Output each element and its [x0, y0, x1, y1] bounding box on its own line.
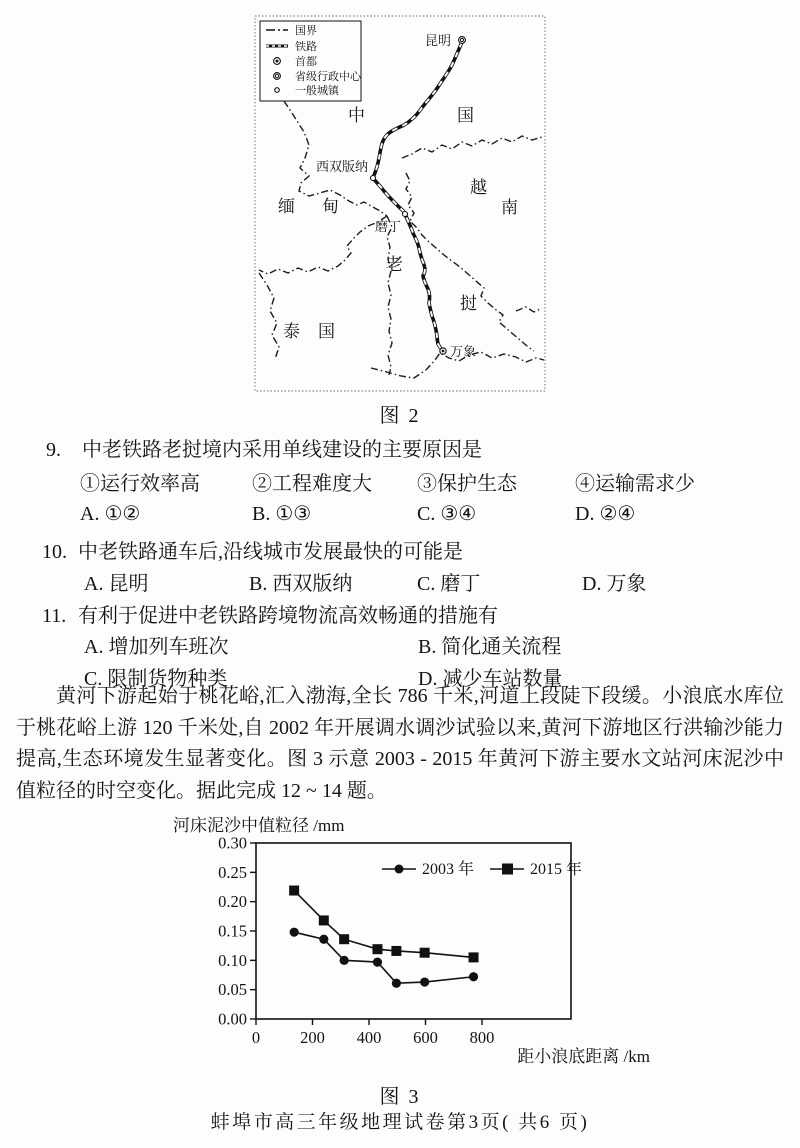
svg-text:800: 800: [469, 1028, 495, 1047]
question-10-options: [84, 567, 784, 593]
chart-legend: [382, 859, 582, 878]
map-label-kunming: 昆明: [424, 33, 452, 48]
map-label-myanmar-2: 甸: [322, 197, 340, 216]
national-boundaries: [259, 101, 544, 378]
map-label-laos-2: 挝: [460, 294, 478, 313]
map-label-china-2: 国: [457, 106, 475, 125]
option-b: B. 简化通关流程: [418, 636, 562, 658]
legend-label-2003: 2003 年: [422, 861, 475, 878]
option-a: A. 增加列车班次: [84, 636, 229, 658]
option-c: C. 磨丁: [417, 573, 481, 595]
option-d: D. 万象: [582, 573, 647, 595]
yellow-river-passage: 黄河下游起始于桃花峪,汇入渤海,全长 786 千米,河道上段陡下段缓。小浪底水库位于桃花峪上游 120 千米处,自 2002 年开展调水调沙试验以来,黄河下游地区行洪输沙能力提高,生态环境发生显著变化。图 3 示意 2003 - 2015 年黄河下游主要水文站河床泥沙中值粒径的时空变化。据此完成 12 ~ 14 题。: [16, 685, 784, 802]
svg-text:0.10: 0.10: [218, 950, 247, 970]
figure3-caption: 图 3: [379, 1086, 421, 1108]
town-symbol-moding: [403, 212, 408, 217]
chart-x-axis-title: 距小浪底距离 /km: [517, 1047, 650, 1066]
question-9-text: 中老铁路老挝境内采用单线建设的主要原因是: [82, 439, 482, 461]
map-label-thailand-2: 国: [318, 322, 336, 341]
railway-map: [254, 15, 546, 393]
question-10-text: 中老铁路通车后,沿线城市发展最快的可能是: [78, 541, 463, 563]
subitem: ②工程难度大: [252, 473, 372, 495]
question-9-number: 9.: [46, 439, 61, 461]
question-11-options-row1: [84, 630, 784, 656]
sediment-chart: [160, 812, 660, 1074]
map-label-xishuangbanna: 西双版纳: [315, 159, 369, 174]
chart-series: [289, 886, 478, 988]
question-9-subitems: [80, 467, 780, 493]
option-d: D. ②④: [575, 503, 636, 525]
option-c: C. 限制货物种类: [84, 668, 228, 690]
map-legend: [260, 21, 362, 101]
option-a: A. 昆明: [84, 573, 149, 595]
map-label-laos-1: 老: [386, 255, 404, 274]
map-label-china-1: 中: [348, 106, 366, 125]
svg-text:0.30: 0.30: [218, 833, 247, 853]
svg-text:200: 200: [300, 1028, 325, 1047]
capital-legend-symbol-dot: [276, 60, 279, 63]
town-legend-symbol: [275, 88, 280, 93]
capital-symbol-wanxiang-dot: [442, 350, 445, 353]
legend-label-2015: 2015 年: [530, 861, 583, 878]
legend-label-provincial: 省级行政中心: [295, 71, 361, 83]
map-label-vietnam-2: 南: [501, 198, 519, 217]
map-label-thailand-1: 泰: [283, 322, 301, 341]
question-11: [42, 599, 498, 628]
svg-text:600: 600: [413, 1028, 438, 1047]
legend-marker-2003: [395, 865, 404, 874]
option-d: D. 减少车站数量: [418, 668, 563, 690]
question-9-options: [80, 501, 780, 527]
svg-text:0.20: 0.20: [218, 892, 247, 912]
svg-text:0.05: 0.05: [218, 980, 247, 1000]
option-b: B. ①③: [252, 503, 312, 525]
option-c: C. ③④: [417, 503, 477, 525]
railway-line: [373, 42, 462, 351]
provincial-legend-symbol-inner: [275, 74, 278, 77]
question-9: [46, 433, 482, 462]
legend-label-railway: 铁路: [295, 41, 317, 53]
town-symbol-xishuangbanna: [371, 176, 376, 181]
svg-text:0.25: 0.25: [218, 862, 247, 882]
map-label-wanxiang: 万象: [450, 344, 477, 359]
subitem: ①运行效率高: [80, 473, 200, 495]
legend-label-capital: 首都: [295, 56, 317, 68]
page-footer: 蚌埠市高三年级地理试卷第3页( 共6 页): [210, 1112, 590, 1133]
svg-text:0: 0: [251, 1028, 261, 1047]
chart-y-axis-title: 河床泥沙中值粒径 /mm: [173, 816, 345, 835]
subitem: ③保护生态: [417, 473, 517, 495]
figure2-caption: 图 2: [379, 405, 421, 427]
svg-text:0.00: 0.00: [218, 1009, 247, 1029]
map-label-myanmar-1: 缅: [278, 197, 296, 216]
legend-label-boundary: 国界: [295, 25, 317, 37]
question-11-text: 有利于促进中老铁路跨境物流高效畅通的措施有: [78, 605, 498, 627]
option-b: B. 西双版纳: [249, 573, 353, 595]
question-11-number: 11.: [42, 605, 67, 627]
svg-text:400: 400: [356, 1028, 382, 1047]
city-symbols: [371, 37, 466, 355]
map-label-vietnam-1: 越: [470, 178, 488, 197]
provincial-center-symbol-kunming-inner: [460, 38, 463, 41]
map-label-moding: 磨丁: [374, 219, 402, 234]
legend-marker-2015: [502, 864, 513, 875]
legend-label-town: 一般城镇: [295, 85, 339, 97]
subitem: ④运输需求少: [575, 473, 695, 495]
option-a: A. ①②: [80, 503, 141, 525]
question-10-number: 10.: [42, 541, 67, 563]
question-10: [42, 535, 463, 564]
svg-text:0.15: 0.15: [218, 921, 247, 941]
